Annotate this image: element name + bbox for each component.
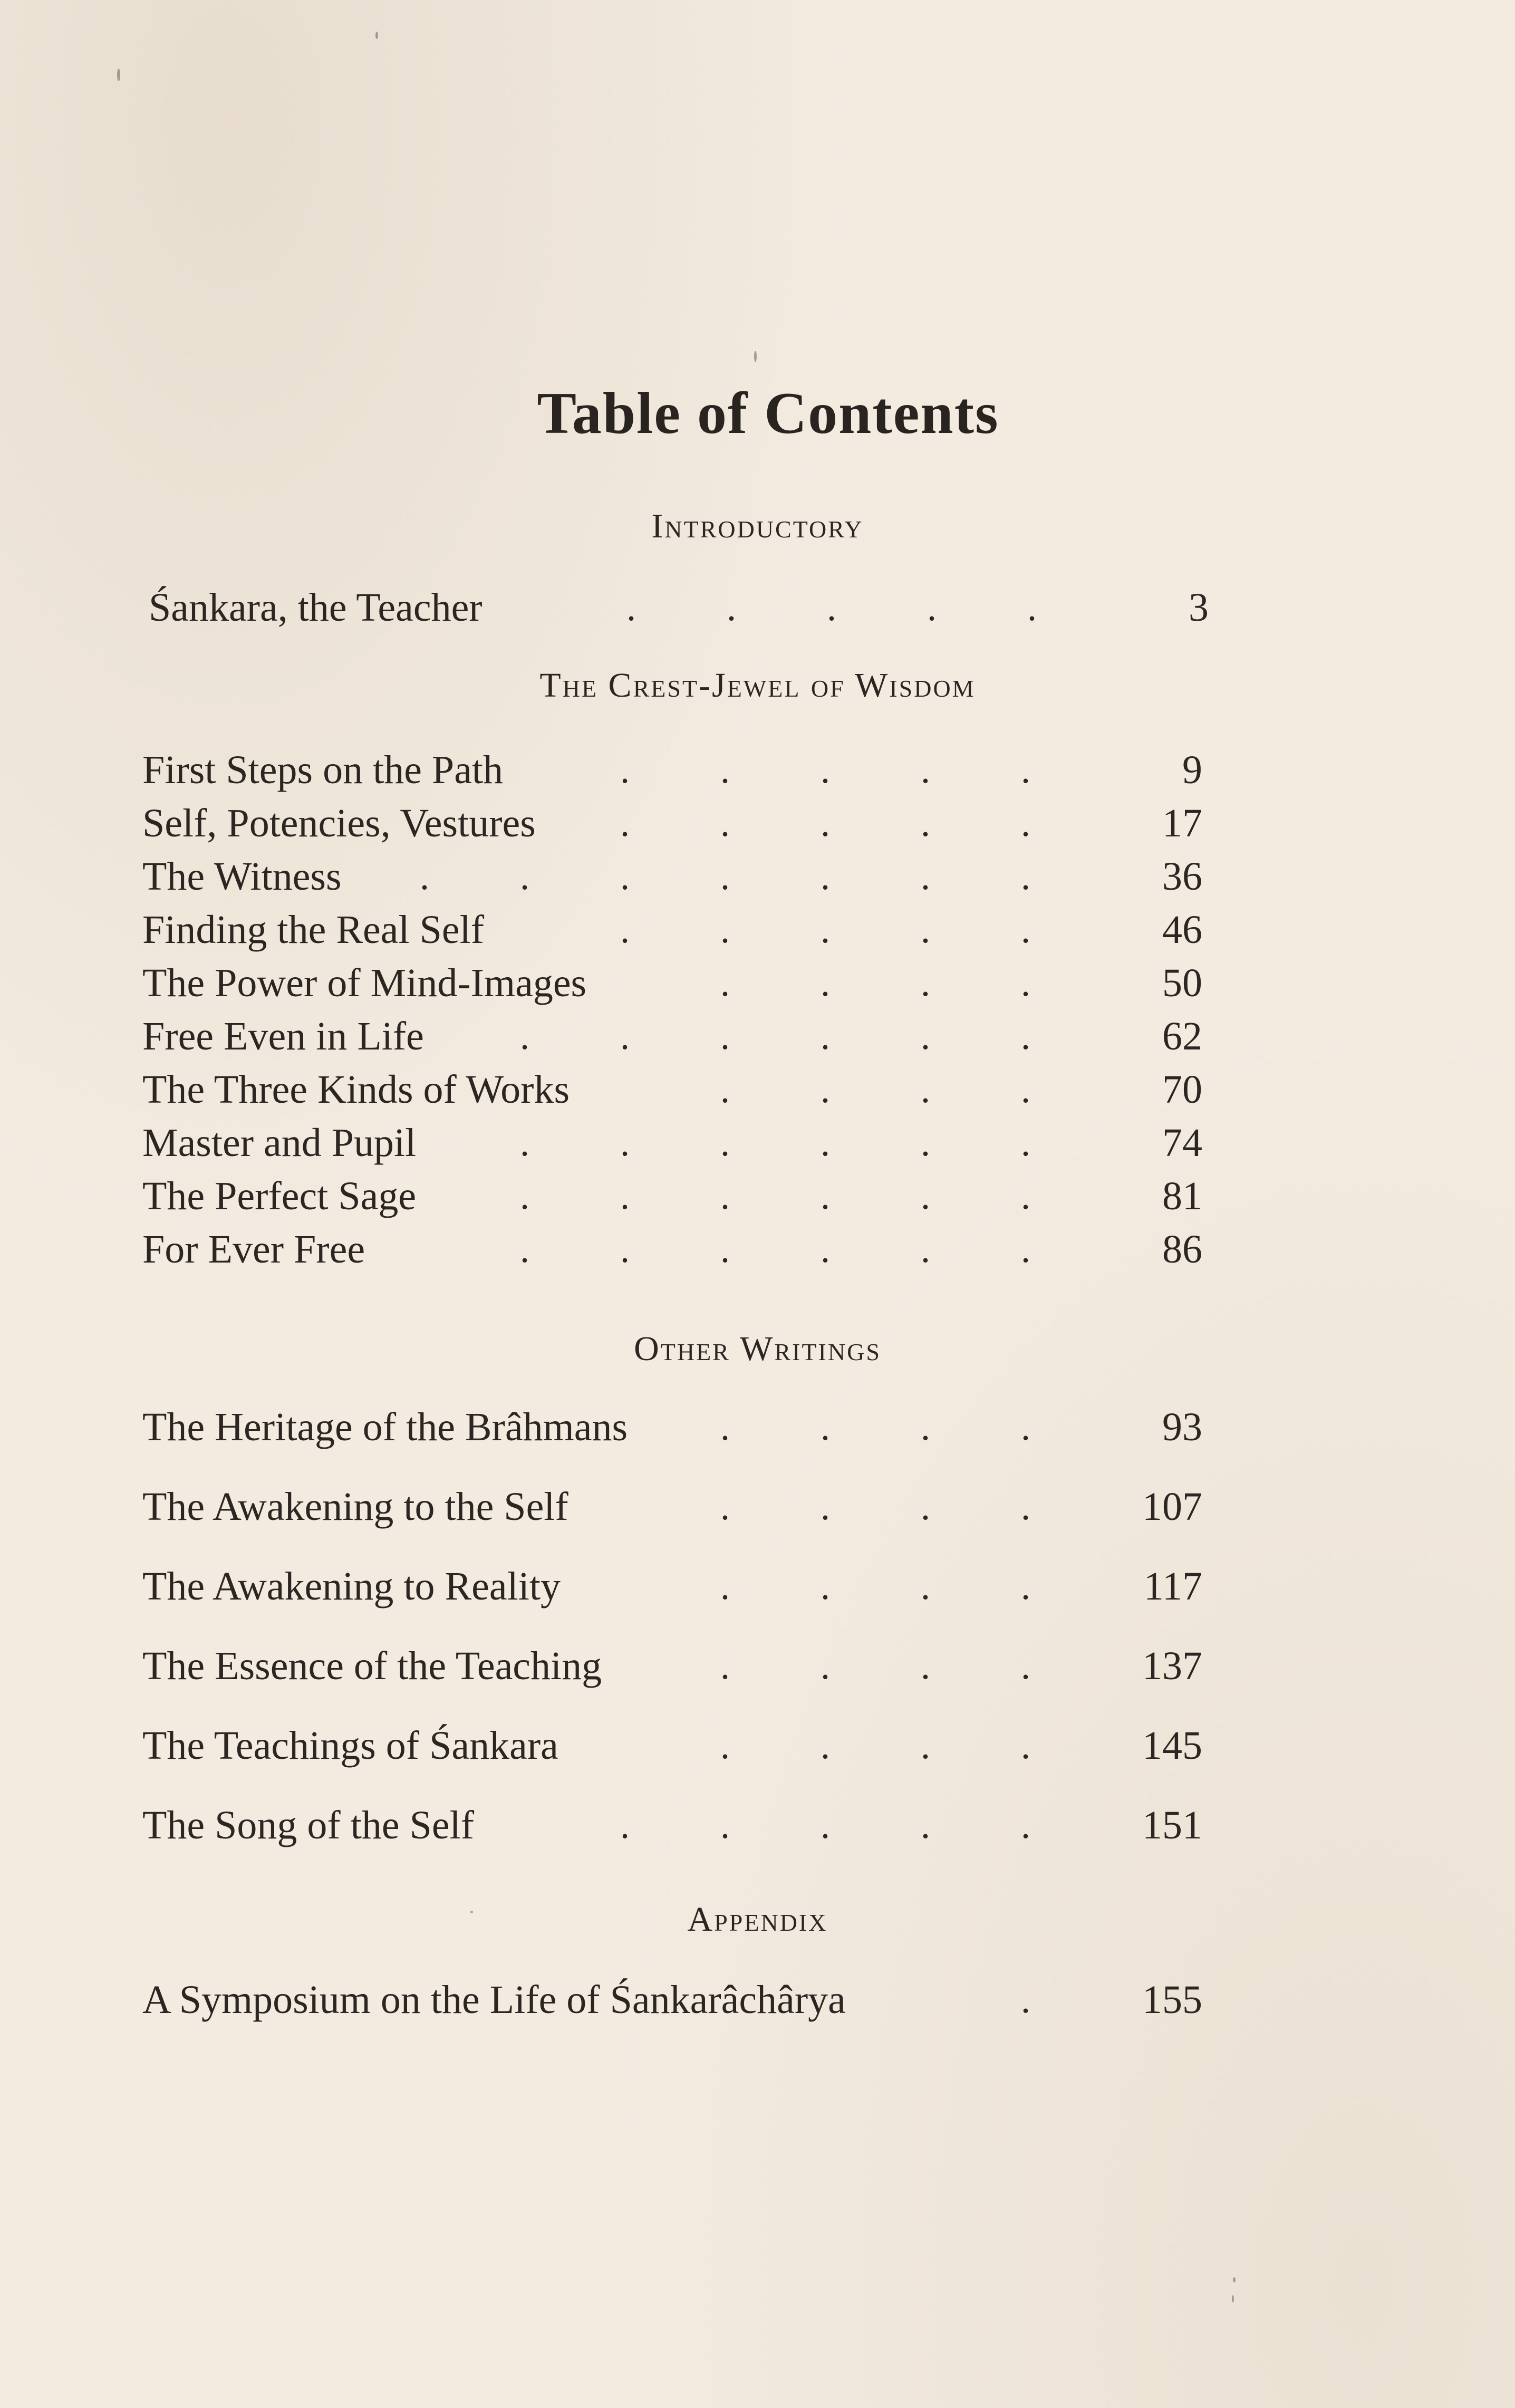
toc-entry[interactable] [142,1560,1202,1613]
paper-speck [117,69,120,81]
toc-entry[interactable] [142,1223,1202,1276]
page-title: Table of Contents [537,381,999,446]
leader-dots: . . . . . . [520,1175,1030,1217]
paper-speck [470,1911,473,1913]
toc-entry[interactable] [142,957,1202,1009]
leader-dots: . . . . . [620,1804,1030,1846]
toc-entry[interactable] [142,850,1202,903]
toc-entry-page: 50 [1162,961,1202,1005]
section-heading-introductory: Introductory [651,507,864,545]
toc-entry-page: 86 [1162,1227,1202,1272]
toc-entry-label: The Teachings of Śankara [142,1723,558,1768]
paper-speck [1232,2295,1234,2303]
leader-dots: . . . . [720,1068,1030,1111]
leader-dots: . [1021,1979,1030,2021]
toc-entry-label: The Three Kinds of Works [142,1067,570,1112]
toc-entry-label: Śankara, the Teacher [149,585,483,630]
leader-dots: . . . . [720,962,1030,1004]
toc-entry[interactable] [142,1719,1202,1772]
toc-entry-page: 36 [1162,854,1202,899]
toc-entry-page: 81 [1162,1174,1202,1218]
toc-entry-label: The Awakening to the Self [142,1485,568,1529]
toc-entry-page: 145 [1142,1723,1202,1768]
leader-dots: . . . . . . [520,1015,1030,1057]
toc-entry-page: 155 [1142,1978,1202,2022]
leader-dots: . . . . [720,1486,1030,1528]
toc-entry[interactable] [142,903,1202,956]
toc-entry-label: The Awakening to Reality [142,1564,561,1608]
toc-entry[interactable] [142,797,1202,850]
toc-entry-page: 3 [1189,585,1209,630]
toc-entry-page: 107 [1142,1485,1202,1529]
toc-entry-label: Master and Pupil [142,1121,417,1165]
leader-dots: . . . . [720,1725,1030,1767]
paper-speck [375,32,378,39]
leader-dots: . . . . [720,1565,1030,1607]
toc-entry-label: A Symposium on the Life of Śankarâchârya [142,1978,846,2022]
section-heading-crest-jewel: The Crest-Jewel of Wisdom [539,666,976,705]
toc-entry-page: 62 [1162,1014,1202,1058]
toc-entry-label: Free Even in Life [142,1014,424,1058]
toc-entry[interactable] [142,1799,1202,1852]
toc-entry-page: 17 [1162,801,1202,845]
toc-entry-label: The Essence of the Teaching [142,1644,602,1688]
toc-entry-label: The Song of the Self [142,1803,475,1847]
leader-dots: . . . . . . [520,1122,1030,1164]
toc-entry[interactable] [142,1640,1202,1692]
toc-entry[interactable] [142,744,1202,796]
toc-entry-page: 70 [1162,1067,1202,1112]
paper-speck [754,351,757,362]
toc-entry-page: 117 [1143,1564,1202,1608]
leader-dots: . . . . [720,1645,1030,1687]
toc-entry[interactable] [142,1170,1202,1222]
toc-entry[interactable] [149,581,1209,634]
leader-dots: . . . . . [620,749,1030,791]
toc-entry-label: The Heritage of the Brâhmans [142,1405,628,1449]
toc-entry-label: The Perfect Sage [142,1174,417,1218]
toc-entry-page: 46 [1162,908,1202,952]
leader-dots: . . . . . [620,909,1030,951]
section-heading-appendix: Appendix [687,1900,828,1939]
toc-entry-page: 74 [1162,1121,1202,1165]
toc-entry-page: 93 [1162,1405,1202,1449]
toc-entry-label: For Ever Free [142,1227,365,1272]
toc-entry-page: 9 [1182,748,1202,792]
toc-entry-label: The Power of Mind-Images [142,961,587,1005]
toc-entry-label: The Witness [142,854,342,899]
toc-entry[interactable] [142,1063,1202,1116]
paper-speck [1233,2277,1236,2282]
toc-entry-page: 151 [1142,1803,1202,1847]
toc-entry-label: Self, Potencies, Vestures [142,801,536,845]
leader-dots: . . . . [720,1406,1030,1448]
toc-entry-label: First Steps on the Path [142,748,504,792]
toc-entry[interactable] [142,1480,1202,1533]
leader-dots: . . . . . . [520,1228,1030,1270]
leader-dots: . . . . . [620,802,1030,844]
toc-entry[interactable] [142,1973,1202,2026]
section-heading-other-writings: Other Writings [634,1330,881,1368]
toc-entry[interactable] [142,1401,1202,1453]
toc-entry[interactable] [142,1010,1202,1063]
toc-entry[interactable] [142,1116,1202,1169]
leader-dots: . . . . . . . [420,855,1030,898]
toc-entry-page: 137 [1142,1644,1202,1688]
toc-entry-label: Finding the Real Self [142,908,485,952]
leader-dots: . . . . . [626,586,1037,629]
